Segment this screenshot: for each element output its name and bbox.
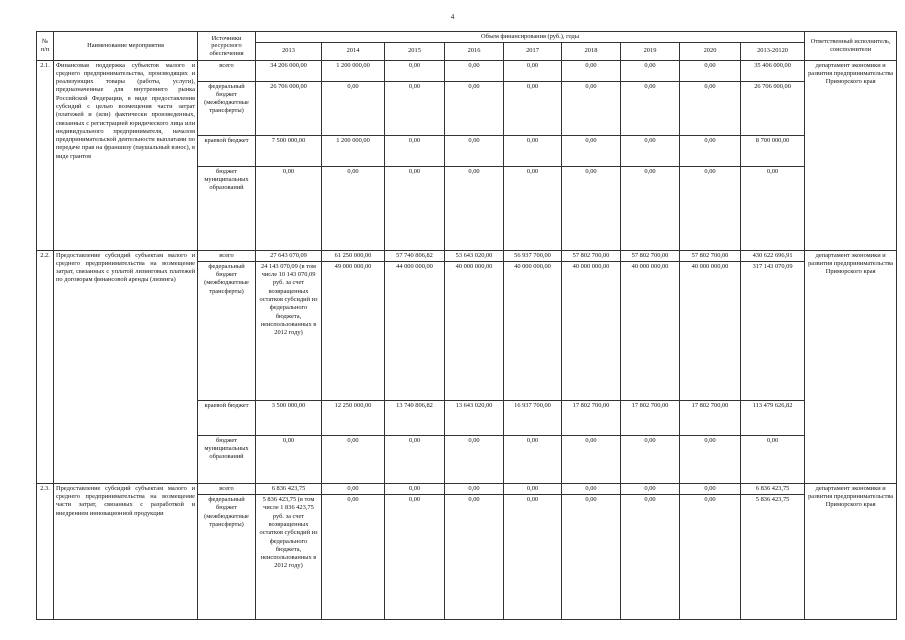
amount-cell: 0,00 [385, 135, 445, 166]
amount-cell: 0,00 [621, 435, 680, 483]
amount-cell: 0,00 [621, 81, 680, 135]
amount-cell: 0,00 [385, 166, 445, 250]
item-number: 2.1. [37, 60, 54, 250]
funding-source: бюджет муниципальных образований [198, 435, 256, 483]
amount-cell: 0,00 [256, 435, 322, 483]
year-header: 2013 [256, 42, 322, 60]
table-row [37, 483, 897, 494]
amount-cell: 0,00 [680, 483, 741, 494]
col-header-responsible: Ответственный исполнитель, соисполнители [805, 32, 897, 61]
table-row [37, 60, 897, 81]
amount-cell: 0,00 [680, 135, 741, 166]
amount-cell: 0,00 [680, 435, 741, 483]
funding-source: всего [198, 250, 256, 261]
funding-table [36, 31, 897, 620]
amount-cell: 0,00 [741, 435, 805, 483]
amount-cell: 40 000 000,00 [445, 261, 504, 400]
amount-cell: 34 206 000,00 [256, 60, 322, 81]
year-header: 2020 [680, 42, 741, 60]
amount-cell: 0,00 [504, 60, 562, 81]
amount-cell: 0,00 [680, 166, 741, 250]
amount-cell: 0,00 [385, 435, 445, 483]
col-header-funding: Объем финансирования (руб.), годы [256, 32, 805, 43]
amount-cell: 5 836 423,75 [741, 495, 805, 620]
amount-cell: 40 000 000,00 [680, 261, 741, 400]
amount-cell: 0,00 [680, 60, 741, 81]
amount-cell: 0,00 [562, 495, 621, 620]
amount-cell: 0,00 [680, 81, 741, 135]
amount-cell: 17 802 700,00 [680, 400, 741, 435]
year-header: 2014 [322, 42, 385, 60]
amount-cell: 0,00 [256, 166, 322, 250]
year-header: 2015 [385, 42, 445, 60]
amount-cell: 0,00 [385, 81, 445, 135]
amount-cell: 26 706 000,00 [741, 81, 805, 135]
amount-cell: 0,00 [445, 435, 504, 483]
amount-cell: 40 000 000,00 [504, 261, 562, 400]
amount-cell: 16 937 700,00 [504, 400, 562, 435]
amount-cell: 17 802 700,00 [621, 400, 680, 435]
item-number: 2.2. [37, 250, 54, 483]
amount-cell: 0,00 [322, 435, 385, 483]
responsible-executor: департамент экономики и развития предпринимательства Приморского края [805, 60, 897, 250]
col-header-num: № п/п [37, 32, 54, 61]
amount-cell: 0,00 [445, 135, 504, 166]
amount-cell: 26 706 000,00 [256, 81, 322, 135]
amount-cell: 0,00 [445, 60, 504, 81]
amount-cell: 317 143 070,09 [741, 261, 805, 400]
amount-cell: 0,00 [741, 166, 805, 250]
amount-cell: 57 740 806,82 [385, 250, 445, 261]
amount-cell: 0,00 [504, 483, 562, 494]
amount-cell: 0,00 [562, 483, 621, 494]
amount-cell: 17 802 700,00 [562, 400, 621, 435]
amount-cell: 13 643 020,00 [445, 400, 504, 435]
amount-cell: 6 836 423,75 [741, 483, 805, 494]
amount-cell: 0,00 [680, 495, 741, 620]
funding-source: всего [198, 483, 256, 494]
amount-cell: 0,00 [385, 495, 445, 620]
funding-source: всего [198, 60, 256, 81]
amount-cell: 0,00 [562, 435, 621, 483]
amount-cell: 40 000 000,00 [562, 261, 621, 400]
funding-source: бюджет муниципальных образований [198, 166, 256, 250]
amount-cell: 0,00 [322, 495, 385, 620]
funding-source: федеральный бюджет (межбюджетные трансферты) [198, 261, 256, 400]
amount-cell: 0,00 [504, 495, 562, 620]
amount-cell: 1 200 000,00 [322, 60, 385, 81]
amount-cell: 0,00 [504, 135, 562, 166]
amount-cell: 0,00 [322, 166, 385, 250]
funding-source: федеральный бюджет (межбюджетные трансферты) [198, 495, 256, 620]
amount-cell: 0,00 [445, 166, 504, 250]
amount-cell: 0,00 [504, 166, 562, 250]
amount-cell: 40 000 000,00 [621, 261, 680, 400]
amount-cell: 8 700 000,00 [741, 135, 805, 166]
amount-cell: 0,00 [621, 483, 680, 494]
item-number: 2.3. [37, 483, 54, 619]
amount-cell: 0,00 [621, 135, 680, 166]
amount-cell: 0,00 [445, 483, 504, 494]
amount-cell: 0,00 [385, 60, 445, 81]
amount-cell: 0,00 [322, 483, 385, 494]
amount-cell: 53 643 020,00 [445, 250, 504, 261]
amount-cell: 44 000 000,00 [385, 261, 445, 400]
amount-cell: 0,00 [504, 81, 562, 135]
table-row [37, 250, 897, 261]
amount-cell: 0,00 [621, 166, 680, 250]
amount-cell: 49 000 000,00 [322, 261, 385, 400]
item-name: Предоставление субсидий субъектам малого и среднего предпринимательства на возмещение затрат, связанных с уплатой лизинговых платежей по договорам финансовой аренды (лизинга) [54, 250, 198, 483]
funding-source: федеральный бюджет (межбюджетные трансферты) [198, 81, 256, 135]
amount-cell: 0,00 [621, 495, 680, 620]
funding-source: краевой бюджет [198, 400, 256, 435]
amount-cell: 0,00 [504, 435, 562, 483]
amount-cell: 0,00 [322, 81, 385, 135]
amount-cell: 113 479 626,82 [741, 400, 805, 435]
amount-cell: 3 500 000,00 [256, 400, 322, 435]
item-name: Финансовая поддержка субъектов малого и среднего предпринимательства, производящих и реализующих товары (работы, услуги), предназначенные для внутреннего рынка Российской Федерации, в виде предоставления субсидий с целью возмещения части затрат (платежей и (или) фактически произведенных, связанных с регистрацией юридического лица или индивидуального предпринимателя, началом предпринимательской деятельности выплатами по передаче прав на франшизу (паушальный взнос), в виде грантов [54, 60, 198, 250]
responsible-executor: департамент экономики и развития предпринимательства Приморского края [805, 483, 897, 619]
col-header-source: Источники ресурсного обеспечения [198, 32, 256, 61]
page-number: 4 [450, 13, 455, 21]
year-header: 2016 [445, 42, 504, 60]
amount-cell: 13 740 806,82 [385, 400, 445, 435]
amount-cell: 12 250 000,00 [322, 400, 385, 435]
amount-cell: 0,00 [562, 166, 621, 250]
funding-source: краевой бюджет [198, 135, 256, 166]
amount-cell: 0,00 [562, 135, 621, 166]
amount-cell: 56 937 700,00 [504, 250, 562, 261]
amount-cell: 0,00 [445, 495, 504, 620]
amount-cell: 1 200 000,00 [322, 135, 385, 166]
amount-cell: 0,00 [385, 483, 445, 494]
amount-cell: 27 643 070,09 [256, 250, 322, 261]
amount-cell: 35 406 000,00 [741, 60, 805, 81]
amount-cell: 24 143 070,09 (в том числе 10 143 070,09 руб. за счет возвращенных остатков субсидий из федерального бюджета, неиспользованных в 2012 году) [256, 261, 322, 400]
amount-cell: 57 802 700,00 [562, 250, 621, 261]
amount-cell: 6 836 423,75 [256, 483, 322, 494]
amount-cell: 5 836 423,75 (в том числе 1 836 423,75 руб. за счет возвращенных остатков субсидий из федерального бюджета, неиспользованных в 2012 году) [256, 495, 322, 620]
year-header: 2018 [562, 42, 621, 60]
item-name: Предоставление субсидий субъектам малого и среднего предпринимательства на возмещение части затрат, связанных с разработкой и внедрением инновационной продукции [54, 483, 198, 619]
amount-cell: 57 802 700,00 [680, 250, 741, 261]
amount-cell: 61 250 000,00 [322, 250, 385, 261]
amount-cell: 430 622 696,91 [741, 250, 805, 261]
table-body [37, 60, 897, 620]
amount-cell: 0,00 [562, 81, 621, 135]
year-header: 2013-20120 [741, 42, 805, 60]
responsible-executor: департамент экономики и развития предпринимательства Приморского края [805, 250, 897, 483]
amount-cell: 0,00 [562, 60, 621, 81]
year-header: 2019 [621, 42, 680, 60]
amount-cell: 57 802 700,00 [621, 250, 680, 261]
amount-cell: 7 500 000,00 [256, 135, 322, 166]
amount-cell: 0,00 [445, 81, 504, 135]
year-header: 2017 [504, 42, 562, 60]
col-header-name: Наименование мероприятия [54, 32, 198, 61]
amount-cell: 0,00 [621, 60, 680, 81]
